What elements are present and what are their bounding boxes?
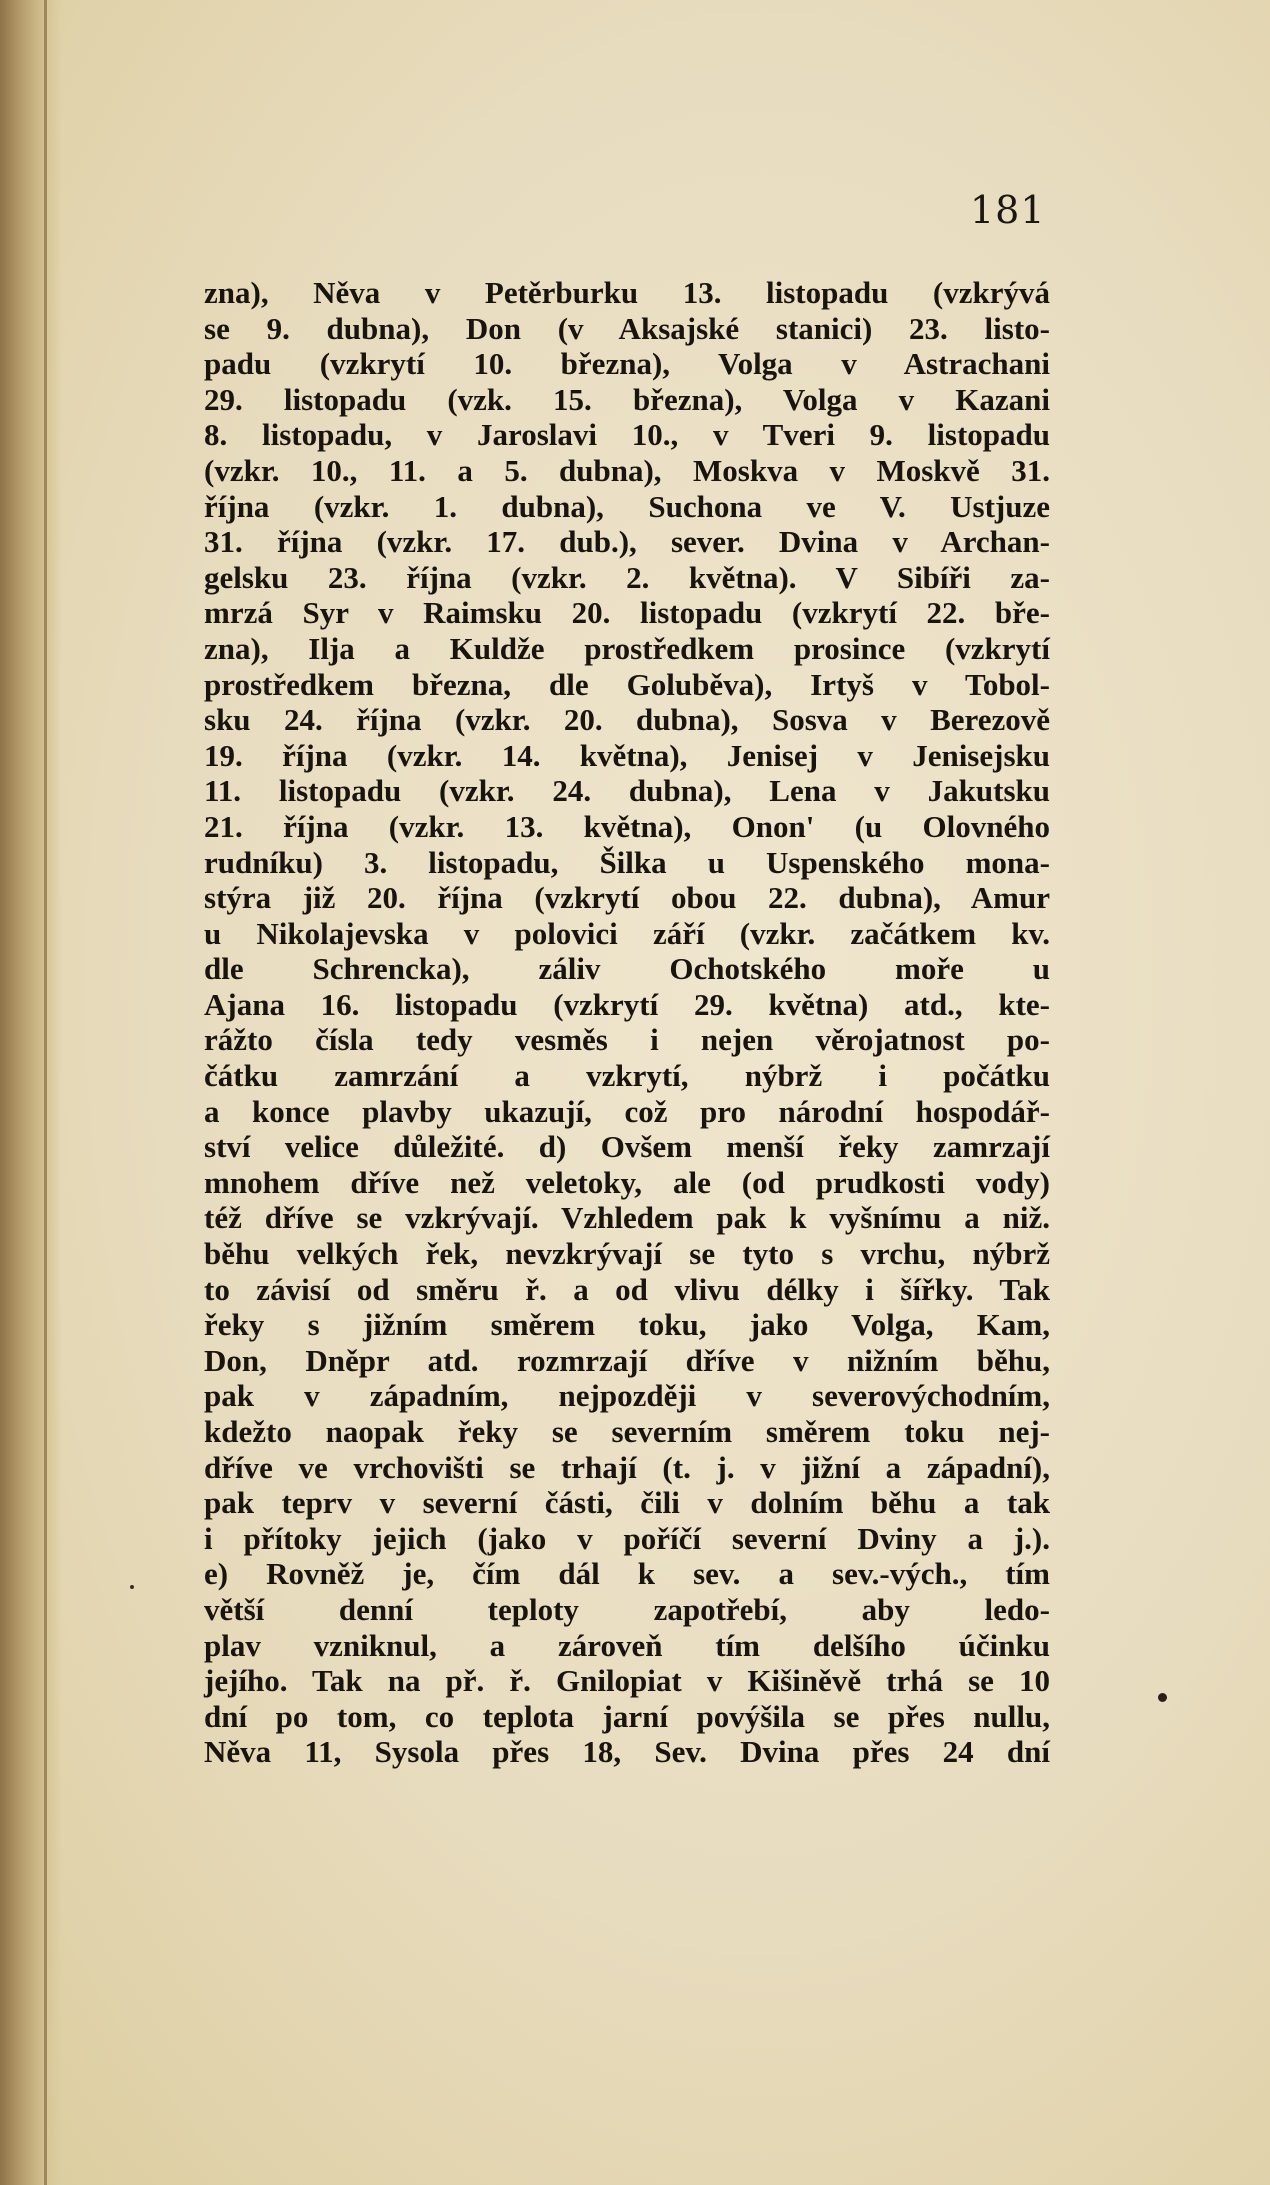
text-line: běhu velkých řek, nevzkrývají se tyto s vrchu, nýbrž <box>204 1236 1050 1272</box>
text-line: mnohem dříve než veletoky, ale (od prudkosti vody) <box>204 1164 1050 1200</box>
page-number: 181 <box>970 188 1046 232</box>
text-line: čátku zamrzání a vzkrytí, nýbrž i počátku <box>204 1058 1050 1094</box>
text-line: Don, Dněpr atd. rozmrzají dříve v nižním běhu, <box>204 1342 1050 1378</box>
text-line: pak teprv v severní části, čili v dolním běhu a tak <box>204 1485 1050 1521</box>
text-line: ství velice důležité. d) Ovšem menší řeky zamrzají <box>204 1129 1050 1165</box>
binding-edge <box>44 0 47 2185</box>
text-line: 21. října (vzkr. 13. května), Onon' (u Olovného <box>204 808 1050 844</box>
text-line: pak v západním, nejpozději v severovýchodním, <box>204 1378 1050 1414</box>
text-line: sku 24. října (vzkr. 20. dubna), Sosva v Berezově <box>204 702 1050 738</box>
text-line: jejího. Tak na př. ř. Gnilopiat v Kišiněvě trhá se 10 <box>204 1663 1050 1699</box>
text-line: i přítoky jejich (jako v poříčí severní Dviny a j.). <box>204 1520 1050 1556</box>
text-line: dle Schrencka), záliv Ochotského moře u <box>204 951 1050 987</box>
text-line: 11. listopadu (vzkr. 24. dubna), Lena v Jakutsku <box>204 773 1050 809</box>
text-line: 19. října (vzkr. 14. května), Jenisej v Jenisejsku <box>204 737 1050 773</box>
text-line: kdežto naopak řeky se severním směrem toku nej- <box>204 1414 1050 1449</box>
text-line: to závisí od směru ř. a od vlivu délky i šířky. Tak <box>204 1271 1050 1307</box>
text-line: u Nikolajevska v polovici září (vzkr. začátkem kv. <box>204 915 1050 951</box>
text-line: padu (vzkrytí 10. března), Volga v Astrachani <box>204 346 1050 382</box>
text-line: řeky s jižním směrem toku, jako Volga, Kam, <box>204 1307 1050 1343</box>
body-text <box>204 275 1050 1770</box>
text-line: též dříve se vzkrývají. Vzhledem pak k vyšnímu a niž. <box>204 1200 1050 1236</box>
text-line: 8. listopadu, v Jaroslavi 10., v Tveri 9. listopadu <box>204 417 1050 453</box>
text-line: a konce plavby ukazují, což pro národní hospodář- <box>204 1093 1050 1129</box>
text-line: zna), Ilja a Kuldže prostředkem prosince (vzkrytí <box>204 630 1050 666</box>
text-line: října (vzkr. 1. dubna), Suchona ve V. Ustjuze <box>204 488 1050 524</box>
text-line: stýra již 20. října (vzkrytí obou 22. dubna), Amur <box>204 880 1050 916</box>
page-gutter <box>0 0 62 2185</box>
text-line: prostředkem března, dle Goluběva), Irtyš v Tobol- <box>204 666 1050 702</box>
text-line: plav vzniknul, a zároveň tím delšího účinku <box>204 1627 1050 1663</box>
ink-dot <box>130 1585 134 1589</box>
text-line: e) Rovněž je, čím dál k sev. a sev.-vých., tím <box>204 1556 1050 1592</box>
text-line: zna), Něva v Petěrburku 13. listopadu (vzkrývá <box>204 275 1050 310</box>
text-line: dní po tom, co teplota jarní povýšila se přes nullu, <box>204 1698 1050 1734</box>
text-line: 31. října (vzkr. 17. dub.), sever. Dvina v Archan- <box>204 524 1050 560</box>
text-line: (vzkr. 10., 11. a 5. dubna), Moskva v Moskvě 31. <box>204 452 1050 488</box>
text-line: větší denní teploty zapotřebí, aby ledo- <box>204 1591 1050 1627</box>
text-line: gelsku 23. října (vzkr. 2. května). V Sibíři za- <box>204 559 1050 595</box>
text-line: Něva 11, Sysola přes 18, Sev. Dvina přes 24 dní <box>204 1734 1050 1770</box>
text-line: mrzá Syr v Raimsku 20. listopadu (vzkrytí 22. bře- <box>204 595 1050 631</box>
ink-speck <box>1158 1693 1167 1702</box>
text-line: dříve ve vrchovišti se trhají (t. j. v jižní a západní), <box>204 1449 1050 1485</box>
text-line: Ajana 16. listopadu (vzkrytí 29. května) atd., kte- <box>204 986 1050 1022</box>
text-line: se 9. dubna), Don (v Aksajské stanici) 23. listo- <box>204 310 1050 346</box>
text-line: rudníku) 3. listopadu, Šilka u Uspenského mona- <box>204 844 1050 880</box>
text-line: 29. listopadu (vzk. 15. března), Volga v Kazani <box>204 381 1050 417</box>
text-line: rážto čísla tedy vesměs i nejen věrojatnost po- <box>204 1022 1050 1058</box>
